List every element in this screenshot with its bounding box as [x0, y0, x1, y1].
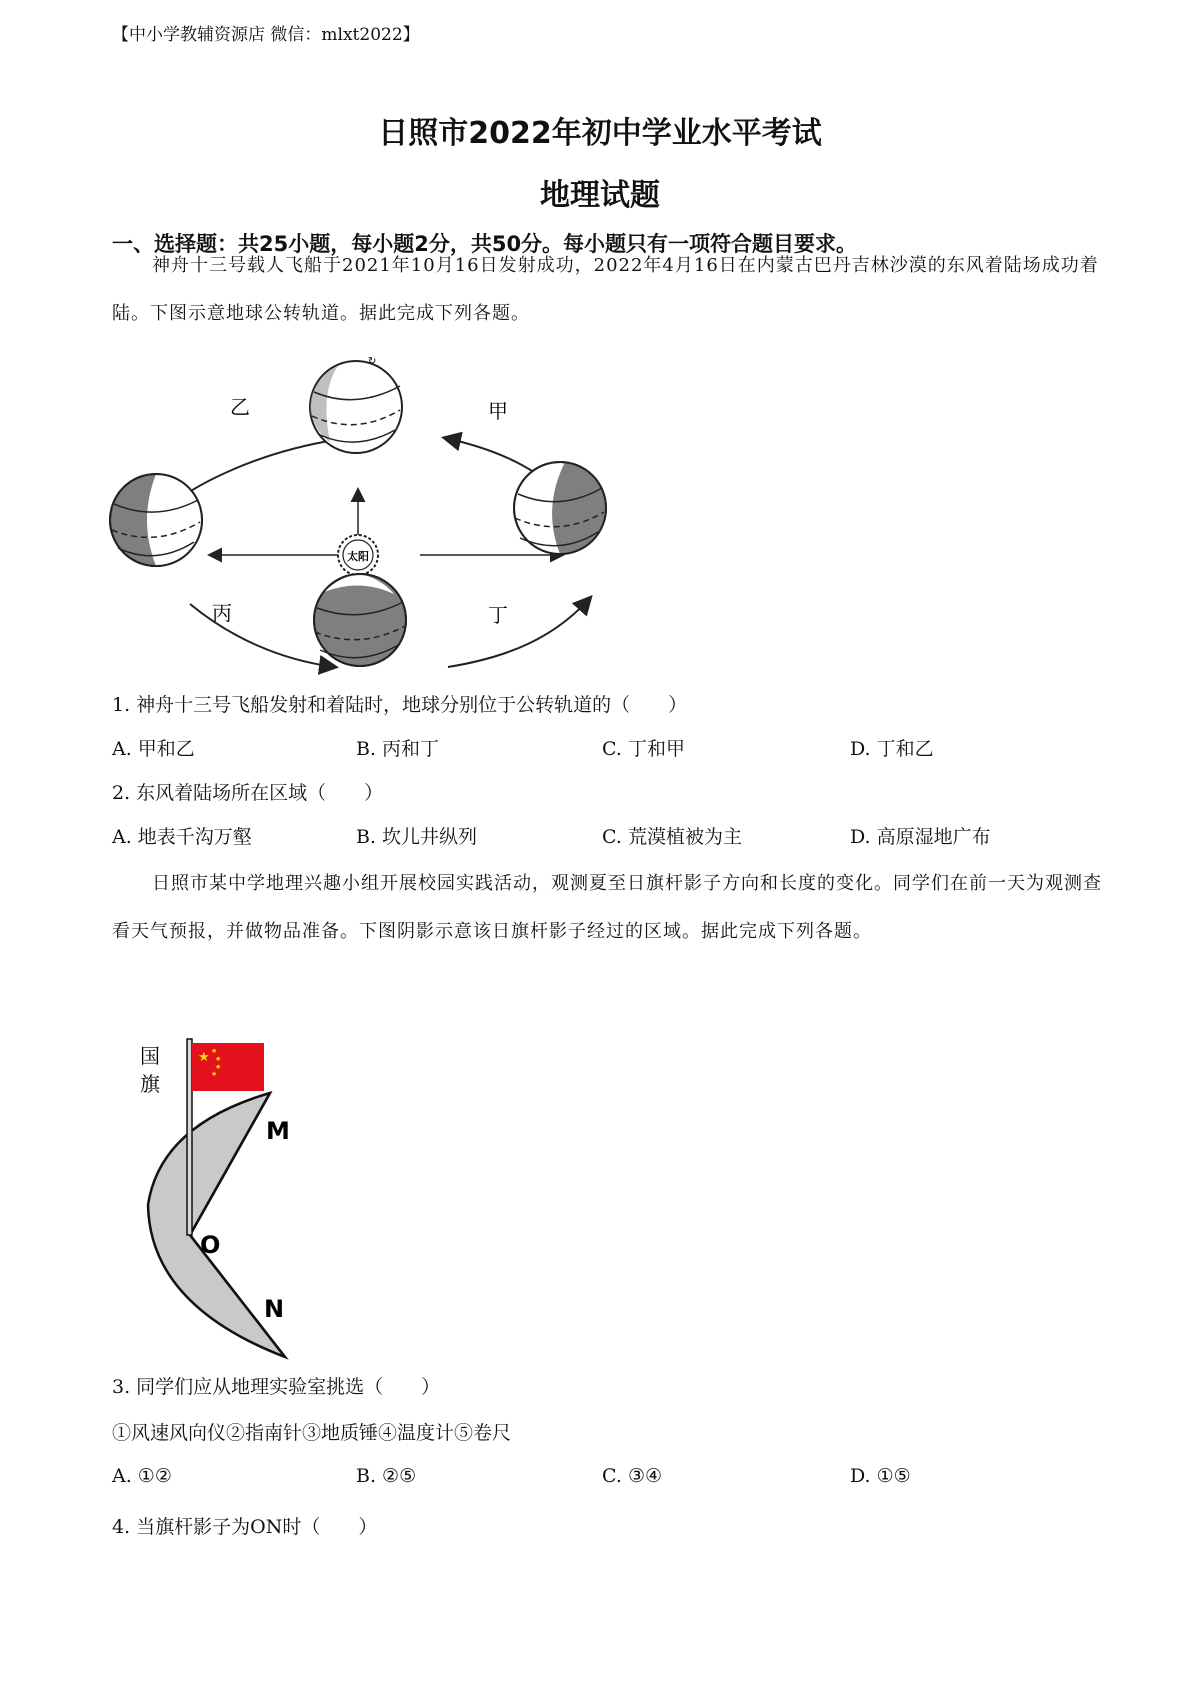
orbit-label-ding: 丁: [488, 603, 508, 627]
q3-stem: 3. 同学们应从地理实验室挑选（ ）: [112, 1376, 441, 1398]
q2-option-c[interactable]: C. 荒漠植被为主: [602, 826, 742, 848]
sun-icon: [338, 535, 378, 575]
watermark: 【中小学教辅资源店 微信：mlxt2022】: [112, 25, 420, 45]
q4-stem: 4. 当旗杆影子为ON时（ ）: [112, 1516, 378, 1538]
label-m: M: [266, 1117, 290, 1145]
svg-text:↻: ↻: [368, 356, 377, 367]
q3-option-b[interactable]: B. ②⑤: [356, 1465, 417, 1487]
orbit-arc-yi: [172, 440, 335, 504]
q2-option-a[interactable]: A. 地表千沟万壑: [112, 826, 252, 848]
exam-subtitle: 地理试题: [540, 178, 660, 213]
q2-stem: 2. 东风着陆场所在区域（ ）: [112, 782, 384, 804]
orbit-label-bing: 丙: [212, 601, 232, 625]
q1-option-d[interactable]: D. 丁和乙: [850, 738, 934, 760]
orbit-label-jia: 甲: [488, 399, 508, 423]
earth-left-icon: [110, 474, 202, 566]
q2-option-b[interactable]: B. 坎儿井纵列: [356, 826, 478, 848]
flag-label-2: 旗: [140, 1072, 160, 1096]
q1-option-a[interactable]: A. 甲和乙: [112, 738, 195, 760]
q3-option-a[interactable]: A. ①②: [112, 1465, 172, 1487]
q1-option-c[interactable]: C. 丁和甲: [602, 738, 685, 760]
orbit-diagram: [110, 356, 670, 722]
svg-text:★: ★: [198, 1050, 210, 1065]
passage-2: 日照市某中学地理兴趣小组开展校园实践活动，观测夏至日旗杆影子方向和长度的变化。同学们在前一天为观测查看天气预报，并做物品准备。下图阴影示意该日旗杆影子经过的区域。据此完成下列各题。: [112, 873, 1102, 942]
svg-text:★: ★: [215, 1055, 222, 1063]
earth-top-icon: [310, 356, 402, 453]
q2-option-d[interactable]: D. 高原湿地广布: [850, 826, 991, 848]
label-n: N: [264, 1295, 285, 1323]
flag-label-1: 国: [140, 1044, 160, 1068]
orbit-label-yi: 乙: [230, 395, 250, 419]
q1-option-b[interactable]: B. 丙和丁: [356, 738, 440, 760]
q1-stem: 1. 神舟十三号飞船发射和着陆时，地球分别位于公转轨道的（ ）: [112, 694, 688, 716]
passage-1: 神舟十三号载人飞船于2021年10月16日发射成功，2022年4月16日在内蒙古巴丹吉林沙漠的东风着陆场成功着陆。下图示意地球公转轨道。据此完成下列各题。: [112, 255, 1099, 324]
svg-text:★: ★: [211, 1047, 218, 1055]
orbit-arc-ding: [448, 598, 590, 667]
exam-title: 日照市2022年初中学业水平考试: [378, 116, 822, 151]
q3-items: ①风速风向仪②指南针③地质锤④温度计⑤卷尺: [112, 1422, 512, 1444]
svg-text:★: ★: [211, 1070, 218, 1078]
earth-right-icon: [514, 462, 606, 554]
section-heading: 一、选择题：共25小题，每小题2分，共50分。每小题只有一项符合题目要求。: [112, 232, 858, 256]
label-o: O: [200, 1231, 221, 1259]
earth-bottom-icon: [314, 574, 406, 666]
sun-label: 太阳: [347, 550, 369, 563]
q3-option-d[interactable]: D. ①⑤: [850, 1465, 911, 1487]
flagpole-diagram: [140, 1035, 320, 1365]
svg-text:★: ★: [215, 1063, 222, 1071]
flagpole: [187, 1039, 192, 1235]
q3-option-c[interactable]: C. ③④: [602, 1465, 663, 1487]
